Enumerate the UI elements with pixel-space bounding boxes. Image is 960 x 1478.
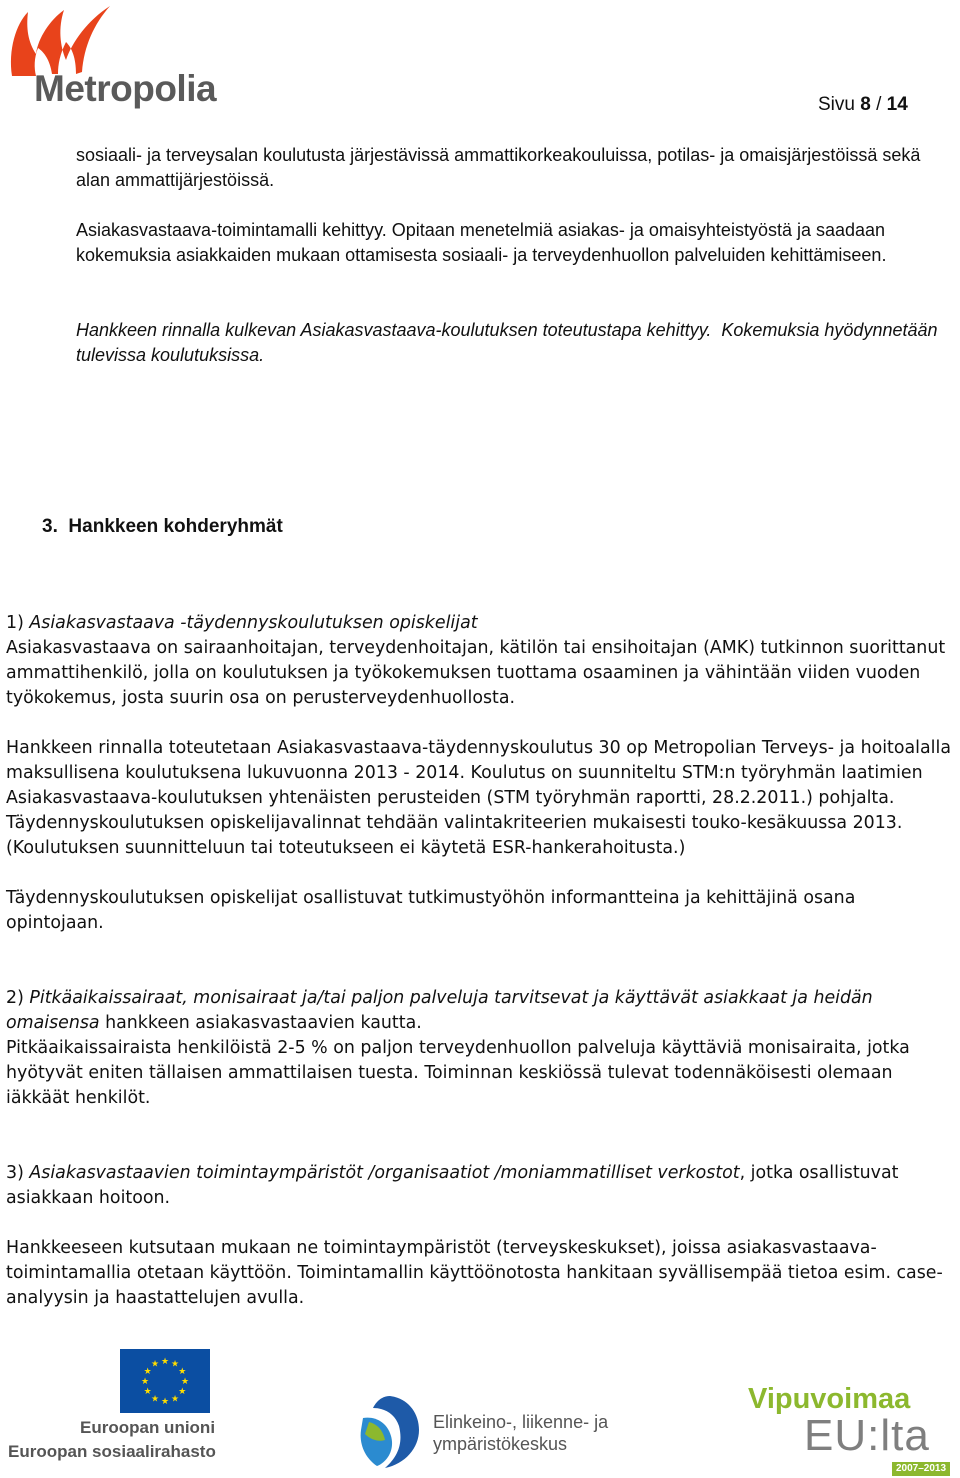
- eu-flag-icon: [120, 1349, 210, 1413]
- eu-label-2: Euroopan sosiaalirahasto: [8, 1442, 216, 1461]
- ely-label-1: Elinkeino-, liikenne- ja: [433, 1412, 609, 1432]
- eu-star-icon: ★: [150, 1394, 160, 1405]
- intro-paragraph-2: Asiakasvastaava-toimintamalli kehittyy. Opitaan menetelmiä asiakas- ja omaisyhteistyöstä ja saadaan kokemuksia asiakkaiden mukaan ottamisesta sosiaali- ja terveydenhuollon palveluiden kehittämiseen.: [76, 220, 887, 265]
- group-3-heading: 3) Asiakasvastaavien toimintaympäristöt /organisaatiot /moniammatilliset verkostot, jotka osallistuvat asiakkaan hoitoon.: [6, 1163, 899, 1208]
- group-2-block: [6, 986, 956, 1111]
- group-2-text: Pitkäaikaissairaista henkilöistä 2-5 % on paljon terveydenhuollon palveluja käyttäviä monisairaita, jotka hyötyvät eniten tällaisen ammattilaisen tuesta. Toiminnan keskiössä tulevat todennäköisesti olemaan iäkkäät henkilöt.: [6, 1038, 910, 1108]
- vipuvoimaa-brand: EU:lta: [804, 1411, 930, 1460]
- ely-emblem-icon: [355, 1392, 425, 1472]
- group-3-text: Hankkeeseen kutsutaan mukaan ne toimintaympäristöt (terveyskeskukset), joissa asiakasvastaava-toimintamallia otetaan käyttöön. Toimintamallin käyttöönotosta hankitaan syvällisempää tietoa esim. case-analyysin ja haastattelujen avulla.: [6, 1238, 943, 1308]
- eu-star-icon: ★: [170, 1394, 180, 1405]
- vipuvoimaa-logo: [748, 1382, 956, 1476]
- intro-paragraph-3: Hankkeen rinnalla kulkevan Asiakasvastaava-koulutuksen toteutustapa kehittyy. Kokemuksia hyödynnetään tulevissa koulutuksissa.: [76, 320, 943, 365]
- eu-star-icon: ★: [170, 1359, 180, 1370]
- eu-star-icon: ★: [143, 1387, 152, 1397]
- eu-star-icon: ★: [178, 1387, 187, 1397]
- vipuvoimaa-years: 2007–2013: [892, 1462, 950, 1476]
- eu-star-icon: ★: [140, 1377, 150, 1387]
- logo-wordmark: Metropolia: [34, 68, 217, 109]
- vipuvoimaa-title: Vipuvoimaa: [748, 1383, 911, 1415]
- metropolia-logo: [0, 0, 230, 118]
- eu-label-1: Euroopan unioni: [80, 1418, 216, 1437]
- group-3-block: [6, 1161, 956, 1211]
- eu-star-icon: ★: [178, 1367, 187, 1377]
- page-number: Sivu 8 / 14: [818, 94, 908, 115]
- ely-label-2: ympäristökeskus: [433, 1434, 568, 1454]
- eu-star-icon: ★: [160, 1397, 170, 1407]
- eu-logo: [0, 1345, 240, 1475]
- eu-star-icon: ★: [180, 1377, 190, 1387]
- ely-logo: [355, 1390, 635, 1475]
- group-1-text: Asiakasvastaava on sairaanhoitajan, terveydenhoitajan, kätilön tai ensihoitajan (AMK) tutkinnon suorittanut ammattihenkilö, jolla on koulutuksen ja työkokemuksen tuottama osaaminen ja vähintään viiden vuoden työkokemus, josta suurin osa on perusterveydenhuollosta.: [6, 638, 946, 708]
- group-2-heading: 2) Pitkäaikaissairaat, monisairaat ja/tai paljon palveluja tarvitsevat ja käyttävät asiakkaat ja heidän omaisensa hankkeen asiakasvastaavien kautta.: [6, 988, 873, 1033]
- group-1-block: [6, 611, 956, 711]
- group-1-paragraph-3: Täydennyskoulutuksen opiskelijat osallistuvat tutkimustyöhön informantteina ja kehittäjinä osana opintojaan.: [6, 888, 856, 933]
- eu-star-icon: ★: [143, 1367, 152, 1377]
- group-1-paragraph-2: Hankkeen rinnalla toteutetaan Asiakasvastaava-täydennyskoulutus 30 op Metropolian Terveys- ja hoitoalalla maksullisena koulutuksena lukuvuonna 2013 - 2014. Koulutus on suunniteltu STM:n työryhmän laatimien Asiakasvastaava-koulutuksen yhtenäisten perusteiden (STM työryhmän raportti, 28.2.2011.) pohjalta. Täydennyskoulutuksen opiskelijavalinnat tehdään valintakriteerien mukaisesti touko-kesäkuussa 2013. (Koulutuksen suunnitteluun tai toteutukseen ei käytetä ESR-hankerahoitusta.): [6, 738, 951, 858]
- intro-paragraph-1: sosiaali- ja terveysalan koulutusta järjestävissä ammattikorkeakouluissa, potilas- ja omaisjärjestöissä sekä alan ammattijärjestöissä.: [76, 145, 921, 190]
- section-heading: 3. Hankkeen kohderyhmät: [42, 516, 283, 537]
- group-1-heading: 1) Asiakasvastaava -täydennyskoulutuksen opiskelijat: [6, 613, 478, 633]
- eu-star-icon: ★: [150, 1359, 160, 1370]
- eu-star-icon: ★: [160, 1357, 170, 1367]
